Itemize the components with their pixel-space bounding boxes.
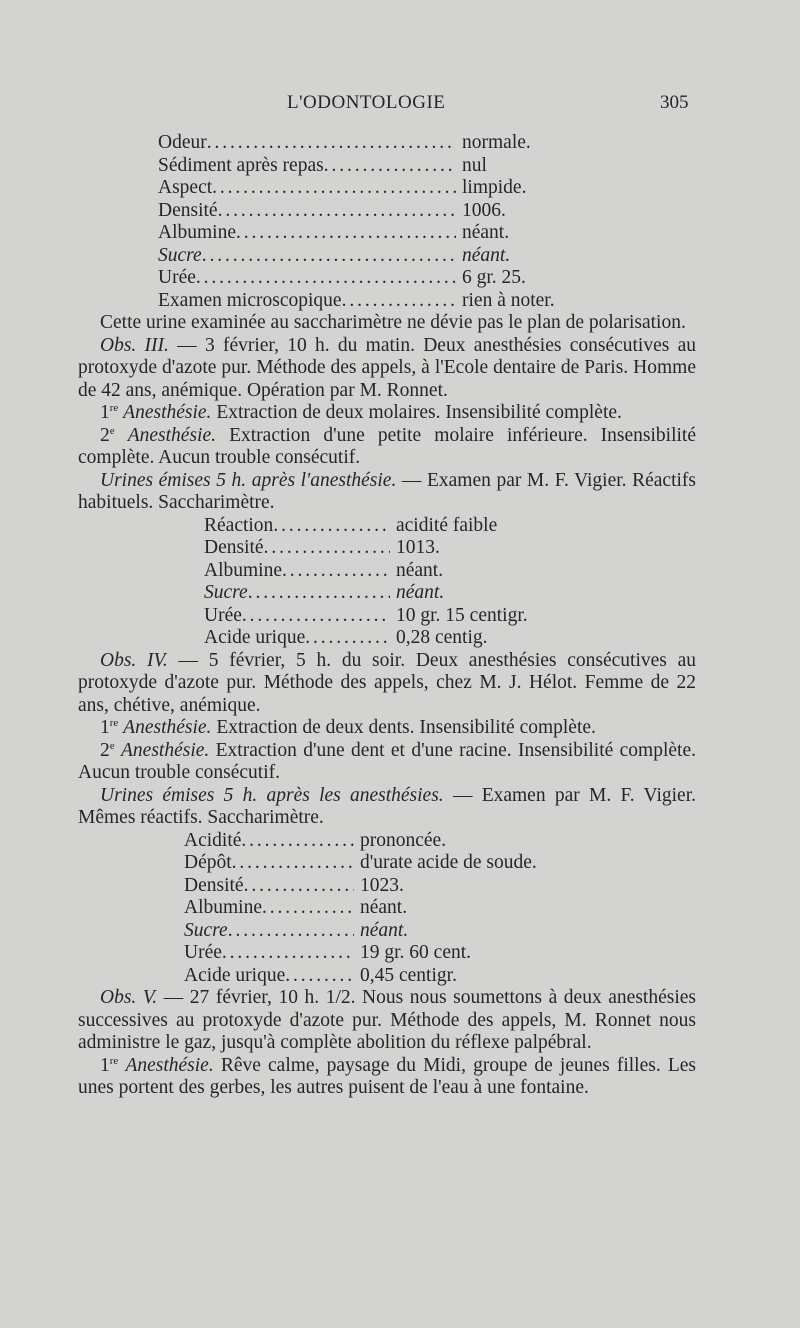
table-row — [78, 222, 696, 245]
row-label: Densité — [158, 199, 218, 221]
leader-dots — [285, 965, 354, 988]
obs-label: Obs. III. — [100, 334, 169, 356]
row-value: nul — [462, 154, 487, 176]
row-label: Odeur — [158, 132, 207, 153]
row-label: Sédiment après repas — [158, 154, 324, 176]
row-value: néant. — [396, 582, 445, 603]
leader-dots — [242, 605, 390, 628]
obs3-anesthesia-1: 1re Anesthésie. Extraction de deux molaires. Insensibilité complète. — [100, 402, 622, 423]
row-label: Albumine — [158, 222, 236, 243]
table-row — [78, 830, 696, 853]
row-label: Sucre — [158, 244, 202, 266]
table-row — [78, 155, 696, 178]
row-label: Urée — [204, 604, 242, 626]
table-row — [78, 582, 696, 605]
obs5-anesthesia-1: 1re Anesthésie. Rêve calme, paysage du Midi, groupe de jeunes filles. Les unes portent des gerbes, les autres puisent de l'eau à une fontaine. — [78, 1054, 696, 1098]
row-value: 6 gr. 25. — [462, 267, 526, 288]
table-row — [78, 560, 696, 583]
urine-analysis-table-2 — [78, 515, 696, 650]
row-value: néant. — [360, 919, 409, 941]
table-row — [78, 920, 696, 943]
obs4-anesthesia-1: 1re Anesthésie. Extraction de deux dents. Insensibilité complète. — [100, 717, 596, 738]
row-value: néant. — [462, 222, 510, 243]
obs4-anesthesia-2: 2e Anesthésie. Extraction d'une dent et d'une racine. Insensibilité complète. Aucun trouble consécutif. — [78, 739, 696, 783]
row-value: 0,45 centigr. — [360, 964, 457, 986]
table-row — [78, 965, 696, 988]
row-value: néant. — [462, 244, 511, 266]
leader-dots — [305, 627, 390, 650]
leader-dots — [202, 245, 456, 268]
leader-dots — [262, 897, 354, 920]
row-value: néant. — [396, 559, 444, 581]
urine-analysis-table-1 — [78, 132, 696, 312]
table-row — [78, 267, 696, 290]
leader-dots — [236, 222, 456, 245]
row-label: Densité — [184, 874, 244, 896]
row-value: acidité faible — [396, 514, 498, 536]
paragraph-polarisation: Cette urine examinée au saccharimètre ne dévie pas le plan de polarisation. — [100, 312, 686, 333]
observation-3: Obs. III. — 3 février, 10 h. du matin. Deux anesthésies consécutives au protoxyde d'azote pur. Méthode des appels, à l'Ecole dentaire de Paris. Homme de 42 ans, anémique. Opération par M. Ronnet. — [78, 334, 696, 401]
obs3-anesthesia-2: 2e Anesthésie. Extraction d'une petite molaire inférieure. Insensibilité complète. Aucun trouble consécutif. — [78, 424, 697, 468]
leader-dots — [273, 515, 390, 538]
leader-dots — [207, 132, 456, 155]
row-value: normale. — [462, 132, 531, 153]
row-value: 0,28 centig. — [396, 627, 488, 648]
page-body — [78, 132, 696, 1100]
row-label: Aspect — [158, 177, 213, 198]
urine-analysis-table-3 — [78, 830, 696, 988]
row-value: 1013. — [396, 537, 440, 558]
row-value: prononcée. — [360, 829, 447, 851]
row-value: rien à noter. — [462, 289, 555, 311]
row-label: Urée — [184, 942, 222, 963]
table-row — [78, 537, 696, 560]
leader-dots — [222, 942, 354, 965]
table-row — [78, 942, 696, 965]
leader-dots — [228, 920, 354, 943]
leader-dots — [248, 582, 390, 605]
row-label: Examen microscopique — [158, 289, 342, 311]
table-row — [78, 132, 696, 155]
row-label: Acide urique — [184, 964, 286, 986]
leader-dots — [218, 200, 456, 223]
observation-5: Obs. V. — 27 février, 10 h. 1/2. Nous nous soumettons à deux anesthésies successives au protoxyde d'azote pur. Méthode des appels, M. Ronnet nous administre le gaz, jusqu'à complète abolition du réflexe palpébral. — [78, 987, 696, 1053]
table-row — [78, 245, 696, 268]
leader-dots — [232, 852, 354, 875]
row-label: Urée — [158, 267, 196, 288]
obs4-urines: Urines émises 5 h. après les anesthésies. — Examen par M. F. Vigier. Mêmes réactifs. Saccharimètre. — [78, 784, 696, 828]
page-number: 305 — [660, 92, 689, 113]
obs3-urines: Urines émises 5 h. après l'anesthésie. — Examen par M. F. Vigier. Réactifs habituels. Saccharimètre. — [78, 469, 696, 513]
table-row — [78, 627, 696, 650]
leader-dots — [264, 537, 390, 560]
row-value: 19 gr. 60 cent. — [360, 942, 472, 963]
row-label: Albumine — [184, 897, 262, 918]
leader-dots — [241, 830, 354, 853]
row-label: Réaction — [204, 514, 274, 536]
leader-dots — [282, 560, 390, 583]
table-row — [78, 177, 696, 200]
row-label: Albumine — [204, 559, 282, 581]
leader-dots — [196, 267, 456, 290]
leader-dots — [212, 177, 456, 200]
row-value: d'urate acide de soude. — [360, 852, 537, 873]
running-title: L'ODONTOLOGIE — [287, 92, 446, 113]
row-label: Acidité — [184, 829, 242, 851]
observation-4: Obs. IV. — 5 février, 5 h. du soir. Deux anesthésies consécutives au protoxyde d'azote pur. Méthode des appels, chez M. J. Hélot. Femme de 22 ans, chétive, anémique. — [78, 649, 696, 716]
row-value: 1006. — [462, 199, 506, 221]
leader-dots — [342, 290, 456, 313]
table-row — [78, 605, 696, 628]
row-value: 10 gr. 15 centigr. — [396, 604, 528, 626]
table-row — [78, 852, 696, 875]
row-label: Acide urique — [204, 627, 306, 648]
table-row — [78, 875, 696, 898]
row-label: Sucre — [184, 919, 228, 941]
table-row — [78, 290, 696, 313]
row-value: néant. — [360, 897, 408, 918]
leader-dots — [244, 875, 354, 898]
page-header — [0, 92, 800, 122]
row-value: limpide. — [462, 177, 527, 198]
leader-dots — [324, 155, 456, 178]
table-row — [78, 515, 696, 538]
row-label: Densité — [204, 537, 264, 558]
row-value: 1023. — [360, 874, 404, 896]
row-label: Sucre — [204, 582, 248, 603]
table-row — [78, 897, 696, 920]
table-row — [78, 200, 696, 223]
row-label: Dépôt — [184, 852, 232, 873]
